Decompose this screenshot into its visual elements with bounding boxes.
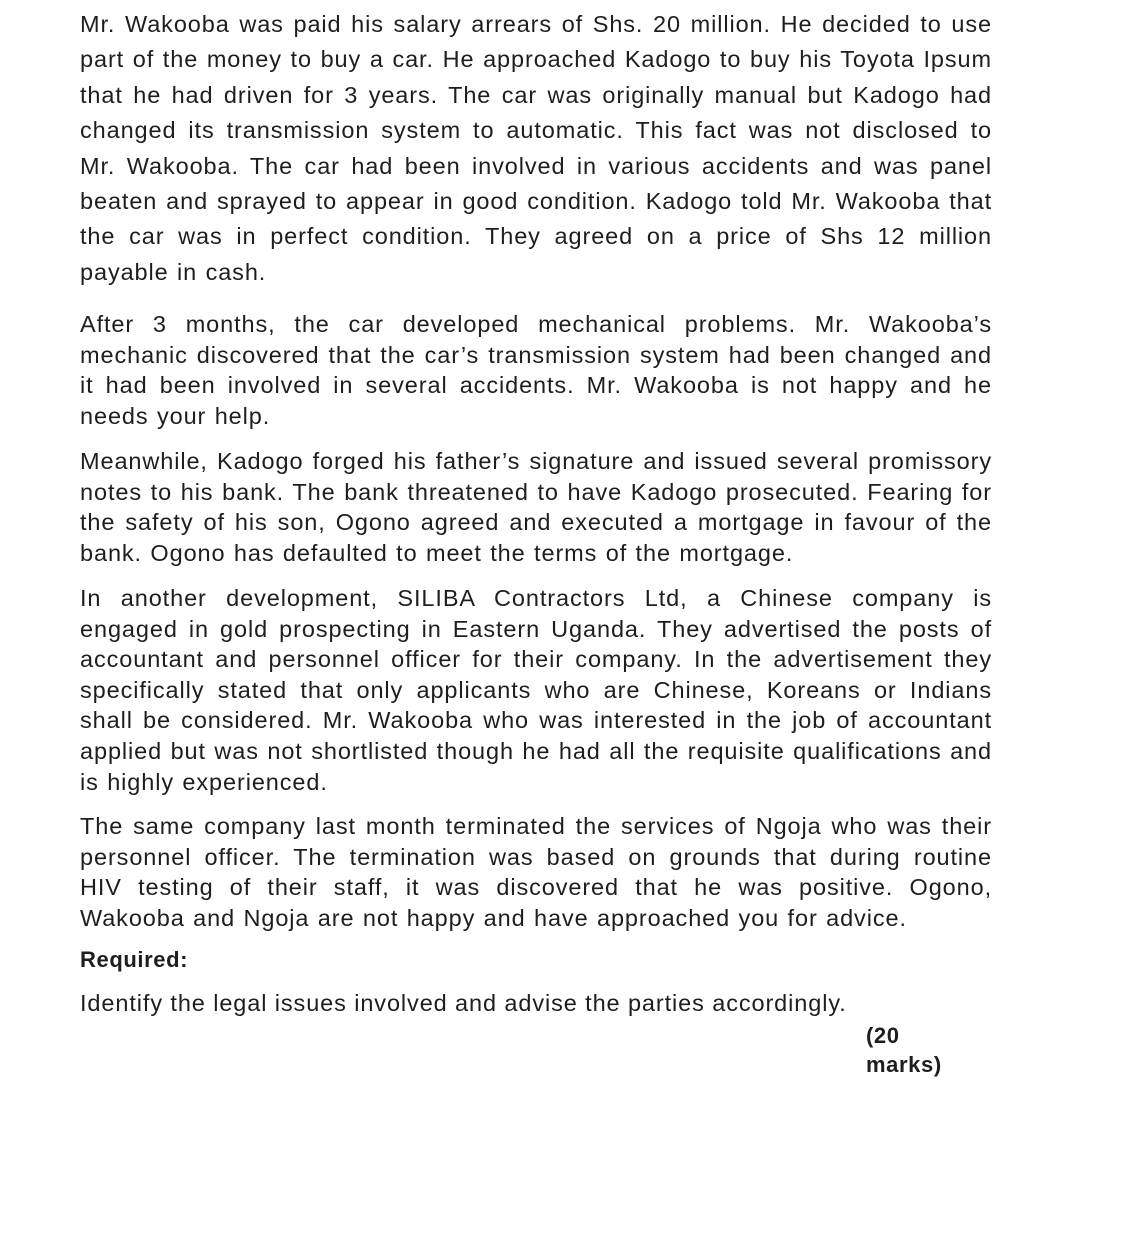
paragraph-forged-signature: Meanwhile, Kadogo forged his father’s signature and issued several promissory notes to his bank. The bank threatened to have Kadogo prosecuted. Fearing for the safety of his son, Ogono agreed and executed a mortgage in favour of the bank. Ogono has defaulted to meet the terms of the mortgage. — [80, 448, 992, 566]
paragraph-termination: The same company last month terminated the services of Ngoja who was their personnel officer. The termination was based on grounds that during routine HIV testing of their staff, it was discovered that he was positive. Ogono, Wakooba and Ngoja are not happy and have approached you for advice. — [80, 813, 992, 931]
paragraph-car-purchase: Mr. Wakooba was paid his salary arrears of Shs. 20 million. He decided to use part of the money to buy a car. He approached Kadogo to buy his Toyota Ipsum that he had driven for 3 years. The car was originally manual but Kadogo had changed its transmission system to automatic. This fact was not disclosed to Mr. Wakooba. The car had been involved in various accidents and was panel beaten and sprayed to appear in good condition. Kadogo told Mr. Wakooba that the car was in perfect condition. They agreed on a price of Shs 12 million payable in cash. — [80, 11, 992, 285]
paragraph-siliba-advertisement: In another development, SILIBA Contractors Ltd, a Chinese company is engaged in gold prospecting in Eastern Uganda. They advertised the posts of accountant and personnel officer for their company. In the advertisement they specifically stated that only applicants who are Chinese, Koreans or Indians shall be considered. Mr. Wakooba who was interested in the job of accountant applied but was not shortlisted though he had all the requisite qualifications and is highly experienced. — [80, 585, 992, 795]
question-instruction: Identify the legal issues involved and advise the parties accordingly. — [80, 990, 847, 1016]
paragraph-mechanical-problems: After 3 months, the car developed mechanical problems. Mr. Wakooba’s mechanic discovered that the car’s transmission system had been changed and it had been involved in several accidents. Mr. Wakooba is not happy and he needs your help. — [80, 311, 992, 429]
marks-label: (20 marks) — [866, 1023, 942, 1077]
required-heading: Required: — [80, 947, 189, 972]
